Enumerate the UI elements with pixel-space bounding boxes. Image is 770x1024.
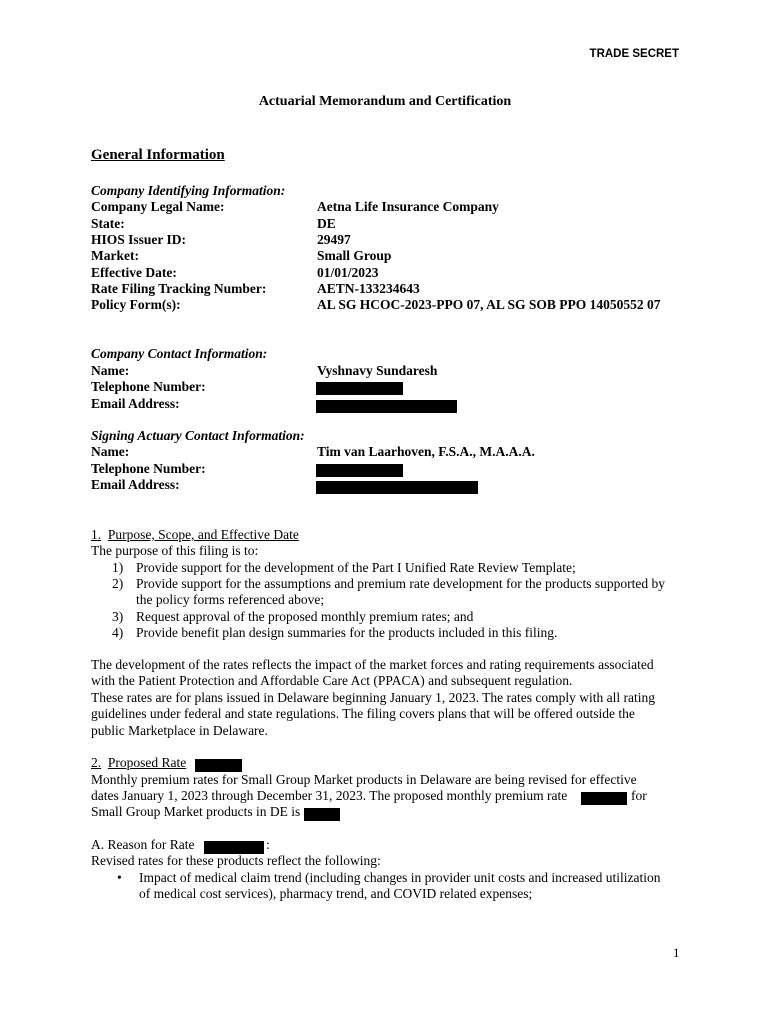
section2-number: 2. bbox=[91, 755, 102, 770]
redaction-bar bbox=[316, 400, 457, 413]
info-value: AL SG HCOC-2023-PPO 07, AL SG SOB PPO 14050552 07 bbox=[317, 297, 661, 312]
list-number: 1) bbox=[112, 559, 124, 575]
paragraph-line: The development of the rates reflects the impact of the market forces and rating requirements associated bbox=[91, 657, 654, 672]
info-label: Market: bbox=[91, 248, 139, 263]
bullet-text: Impact of medical claim trend (including changes in provider unit costs and increased utilization bbox=[139, 869, 661, 885]
info-value: AETN-133234643 bbox=[317, 281, 420, 296]
info-value: Aetna Life Insurance Company bbox=[317, 199, 499, 214]
paragraph-line: These rates are for plans issued in Delaware beginning January 1, 2023. The rates comply with all rating bbox=[91, 689, 655, 705]
contact-phone-label: Telephone Number: bbox=[91, 379, 206, 394]
actuary-email-label: Email Address: bbox=[91, 477, 180, 492]
rates-development-paragraph bbox=[91, 657, 655, 739]
company-contact-heading: Company Contact Information: bbox=[91, 346, 268, 361]
list-item bbox=[91, 609, 665, 625]
general-info-heading: General Information bbox=[91, 147, 225, 163]
redaction-bar bbox=[316, 464, 403, 477]
purpose-list bbox=[91, 560, 665, 642]
info-value: Small Group bbox=[317, 248, 392, 263]
list-number: 2) bbox=[112, 575, 124, 591]
list-item bbox=[91, 560, 665, 576]
section2-line: Monthly premium rates for Small Group Market products in Delaware are being revised for effective bbox=[91, 771, 637, 787]
list-item-text: Provide benefit plan design summaries for the products included in this filing. bbox=[136, 625, 558, 641]
list-item bbox=[91, 576, 665, 609]
reason-heading-colon: : bbox=[266, 837, 270, 852]
list-item-text: Provide support for the development of the Part I Unified Rate Review Template; bbox=[136, 559, 576, 575]
info-value: 01/01/2023 bbox=[317, 264, 379, 280]
list-item-text: Provide support for the assumptions and premium rate development for the products supported by bbox=[136, 575, 666, 591]
redaction-bar bbox=[304, 808, 340, 821]
page-number: 1 bbox=[673, 945, 680, 960]
actuary-name-value: Tim van Laarhoven, F.S.A., M.A.A.A. bbox=[317, 444, 535, 459]
bullet-text-cont: of medical cost services), pharmacy trend, and COVID related expenses; bbox=[139, 885, 533, 901]
list-item-text-cont: the policy forms referenced above; bbox=[136, 592, 325, 608]
info-label: Company Legal Name: bbox=[91, 199, 225, 214]
document-title: Actuarial Memorandum and Certification bbox=[258, 94, 512, 109]
section2-title: Proposed Rate bbox=[107, 755, 187, 770]
paragraph-line: public Marketplace in Delaware. bbox=[91, 722, 268, 738]
contact-name-label: Name: bbox=[91, 363, 130, 378]
contact-name-value: Vyshnavy Sundaresh bbox=[317, 363, 438, 378]
info-label: Effective Date: bbox=[91, 264, 177, 280]
reason-for-rate-heading: A. Reason for Rate bbox=[91, 837, 195, 852]
paragraph-line: with the Patient Protection and Affordable Care Act (PPACA) and subsequent regulation. bbox=[91, 673, 573, 689]
company-identifying-heading: Company Identifying Information: bbox=[91, 183, 286, 198]
paragraph-line: guidelines under federal and state regulations. The filing covers plans that will be offered outside the bbox=[91, 706, 635, 722]
trade-secret-mark: TRADE SECRET bbox=[589, 48, 679, 60]
actuary-name-label: Name: bbox=[91, 444, 130, 459]
bullet-item bbox=[91, 870, 660, 903]
section2-heading bbox=[91, 755, 186, 771]
list-item-text: Request approval of the proposed monthly premium rates; and bbox=[136, 608, 474, 624]
section1-intro: The purpose of this filing is to: bbox=[91, 543, 259, 558]
section1-title: Purpose, Scope, and Effective Date bbox=[107, 527, 299, 542]
actuary-contact-heading: Signing Actuary Contact Information: bbox=[91, 428, 305, 443]
info-value: 29497 bbox=[317, 232, 351, 247]
section1-number: 1. bbox=[91, 527, 102, 542]
section2-line-end: for bbox=[631, 788, 647, 803]
section2-line: Small Group Market products in DE is bbox=[91, 804, 301, 819]
bullet-marker: • bbox=[117, 869, 122, 885]
list-item bbox=[91, 625, 665, 641]
section2-line: dates January 1, 2023 through December 31, 2023. The proposed monthly premium rate bbox=[91, 788, 568, 803]
info-label: State: bbox=[91, 215, 125, 231]
info-value: DE bbox=[317, 215, 336, 231]
info-label: Policy Form(s): bbox=[91, 297, 181, 312]
contact-email-label: Email Address: bbox=[91, 395, 180, 411]
list-number: 3) bbox=[112, 608, 124, 624]
info-label: Rate Filing Tracking Number: bbox=[91, 281, 267, 296]
info-label: HIOS Issuer ID: bbox=[91, 232, 187, 247]
redaction-bar bbox=[195, 759, 242, 772]
list-number: 4) bbox=[112, 625, 124, 641]
actuary-phone-label: Telephone Number: bbox=[91, 460, 206, 476]
redaction-bar bbox=[316, 382, 403, 395]
reason-intro: Revised rates for these products reflect the following: bbox=[91, 853, 381, 868]
section1-heading bbox=[91, 527, 299, 543]
redaction-bar bbox=[316, 481, 478, 494]
redaction-bar bbox=[581, 792, 627, 805]
